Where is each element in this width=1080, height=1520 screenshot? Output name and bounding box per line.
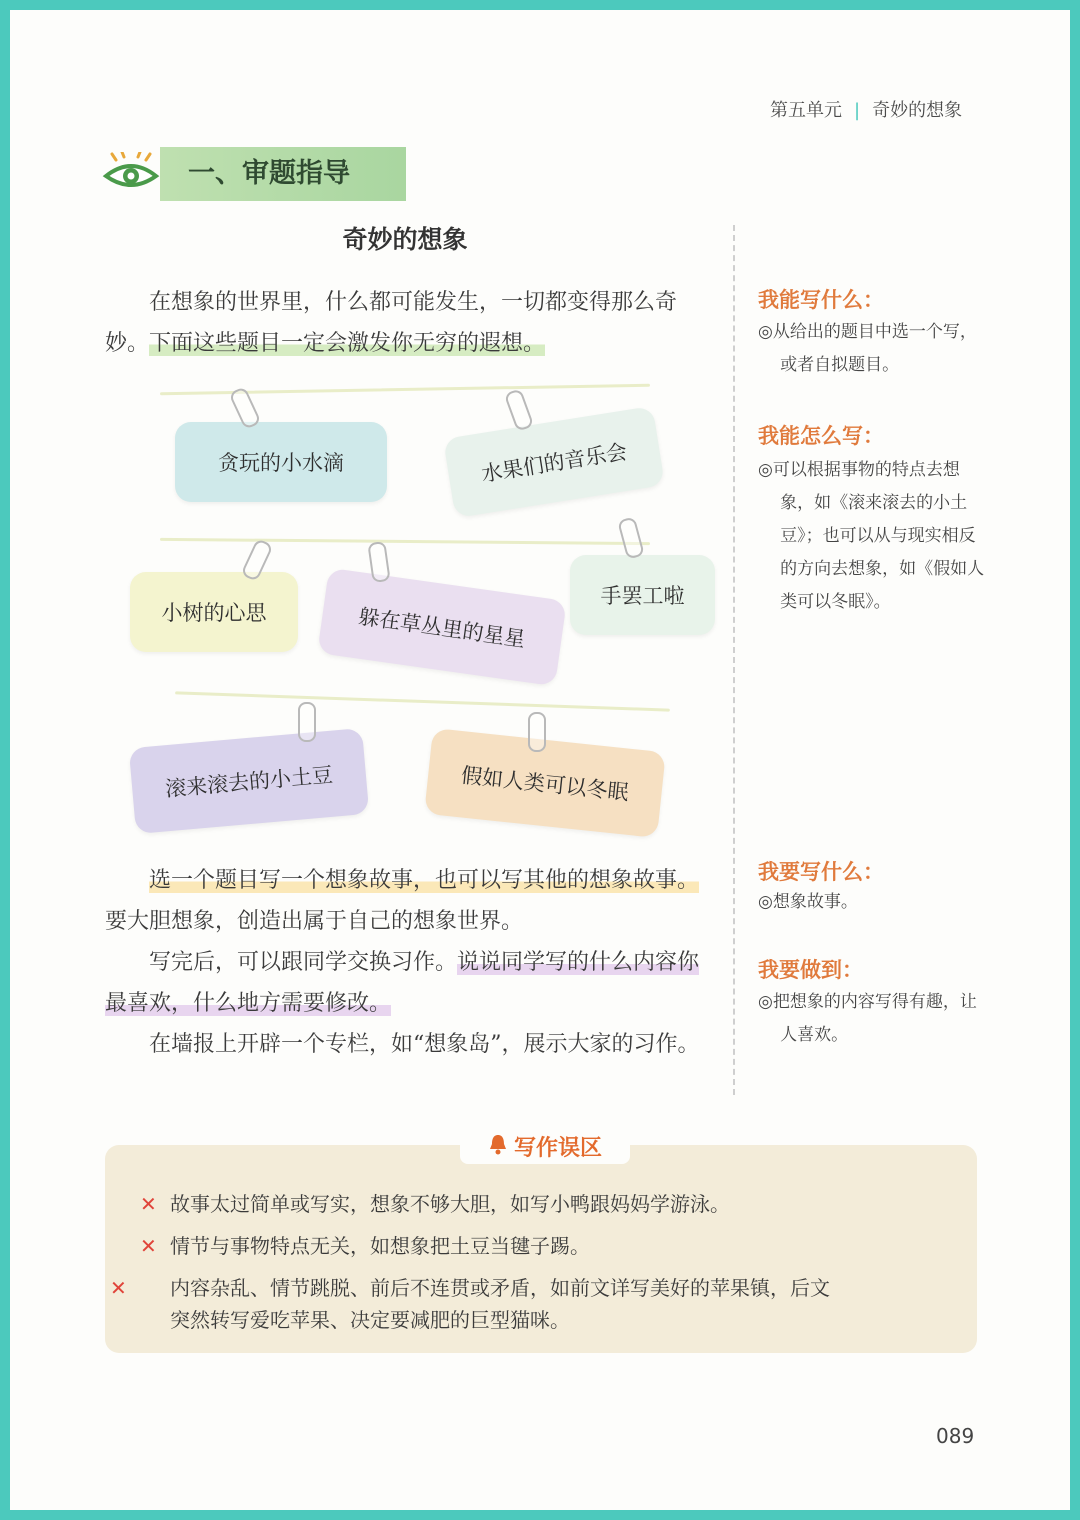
sidebar-heading-goal: 我要做到： [758,957,863,982]
eye-icon [102,152,160,194]
topic-label: 贪玩的小水滴 [218,451,344,475]
topic-label: 小树的心思 [161,601,267,625]
paragraph-3 [105,942,715,1024]
intro-paragraph [105,282,715,364]
running-header [770,96,962,122]
topic-label: 假如人类可以冬眠 [460,763,630,805]
sidebar-heading-write: 我要写什么： [758,859,884,884]
textbook-page [10,10,1070,1510]
instructions-paragraphs [105,860,715,1065]
topic-label: 滚来滚去的小土豆 [164,762,334,802]
x-icon: ✕ [140,1192,157,1216]
highlight-choose: 选一个题目写一个想象故事，也可以写其他的想象故事。 [149,868,700,893]
x-icon: ✕ [110,1276,127,1300]
topic-label: 躲在草丛里的星星 [357,604,527,652]
topic-label: 水果们的音乐会 [479,439,629,487]
mistake-item: ✕ 故事太过简单或写实，想象不够大胆，如写小鸭跟妈妈学游泳。 [140,1188,840,1220]
hanging-string [175,691,670,711]
text-exchange: 写完后，可以跟同学交换习作。 [149,950,458,975]
topic-card[interactable] [443,406,665,518]
sidebar-text-write: ◎想象故事。 [758,892,858,912]
unit-topic: 奇妙的想象 [872,100,963,121]
topic-card[interactable] [317,568,567,687]
section-title: 一、审题指导 [160,147,406,201]
page-number: 089 [936,1424,975,1448]
topic-card[interactable] [570,555,715,635]
sidebar-text-how: ◎可以根据事物的特点去想象，如《滚来滚去的小土豆》；也可以从与现实相反的方向去想象，如《假如人类可以冬眠》。 [758,460,985,612]
intro-text: 在想象的世界里，什么都可能发生，一切都变得那么奇妙。 [105,290,678,356]
sidebar-text-goal: ◎把想象的内容写得有趣，让人喜欢。 [758,992,977,1045]
header-separator: | [854,100,861,121]
x-icon: ✕ [140,1234,157,1258]
topic-card[interactable] [129,728,370,834]
sidebar-heading-what: 我能写什么： [758,287,884,312]
sidebar-heading-how: 我能怎么写： [758,423,884,448]
paragraph-4: 在墙报上开辟一个专栏，如“想象岛”，展示大家的习作。 [149,1032,700,1057]
sidebar-text-what: ◎从给出的题目中选一个写，或者自拟题目。 [758,322,977,375]
hanging-string [160,538,650,545]
paperclip-icon [298,702,316,742]
paperclip-icon [617,516,645,559]
mistakes-title: 写作误区 [488,1131,602,1162]
paperclip-icon [528,712,546,752]
paragraph-2 [105,860,715,942]
intro-highlight: 下面这些题目一定会激发你无穷的遐想。 [149,331,546,356]
topic-label: 手罢工啦 [600,584,685,608]
topic-card[interactable] [175,422,387,502]
article-title: 奇妙的想象 [342,225,468,254]
paperclip-icon [504,388,535,432]
text-imagine: 要大胆想象，创造出属于自己的想象世界。 [105,909,524,934]
unit-label: 第五单元 [770,100,842,121]
highlight-discuss: 说说同学写的什么内容你最喜欢，什么地方需要修改。 [105,950,700,1016]
mistake-item: ✕ 情节与事物特点无关，如想象把土豆当毽子踢。 [140,1230,840,1262]
bell-icon [488,1133,508,1155]
topic-card[interactable] [130,572,298,652]
column-divider [733,225,735,1095]
mistake-item: ✕ 内容杂乱、情节跳脱、前后不连贯或矛盾，如前文详写美好的苹果镇，后文突然转写爱吃苹果、决定要减肥的巨型猫咪。 [140,1272,840,1336]
